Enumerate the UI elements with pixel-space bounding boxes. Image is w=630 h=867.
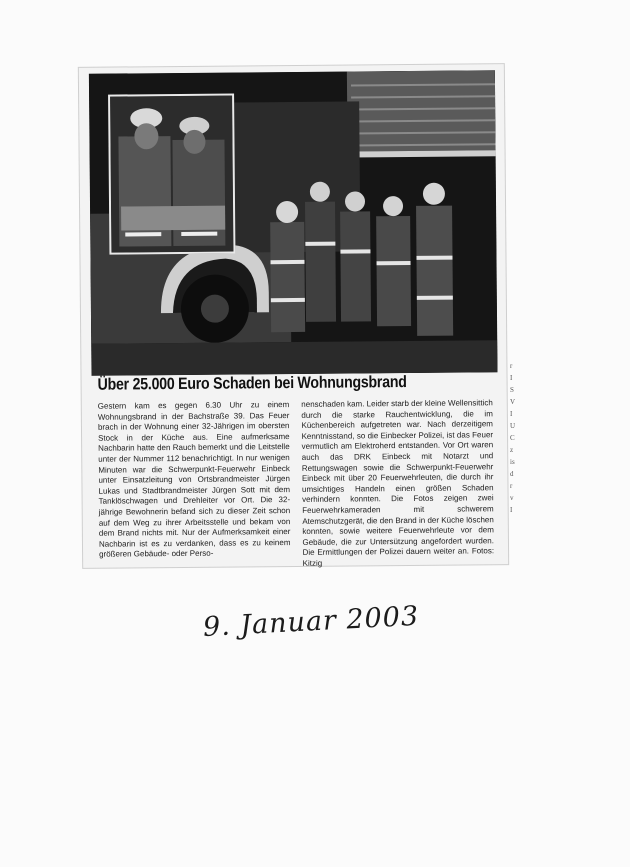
newspaper-clipping — [79, 64, 508, 568]
handwritten-date: 9. Januar 2003 — [202, 600, 420, 643]
photo-credit: Fotos: Kitzig — [302, 546, 495, 568]
edge-fragment: r — [510, 362, 513, 370]
column-1-text: Gestern kam es gegen 6.30 Uhr zu einem Wohnungsbrand in der Bachstraße 39. Das Feuer brach in der Wohnung einer 32-Jährigen im obersten Stock in der Küche aus. Eine aufmerksame Nachbarin hatte den Rauch bemerkt und die Leitstelle unter der Nummer 112 benachrichtigt. In nur wenigen Minuten war die Schwerpunkt-Feuerwehr Einbeck unter Einsatzleitung von Ortsbrandmeister Jürgen Lukas und Stadtbrandmeister Jürgen Sott mit dem Tanklöschwagen und Drehleiter vor Ort. Die 32-jährige Bewohnerin befand sich zu dieser Zeit schon auf dem Weg zu ihrer Arbeitsstelle und bekam von dem Brand nichts mit. Nur der Aufmerksamkeit einer Nachbarin ist es zu verdanken, dass es zu keinem größeren Gebäude- oder Perso- — [97, 400, 291, 560]
edge-fragment: U — [510, 422, 516, 430]
edge-fragment: is — [510, 458, 515, 466]
column-2-text — [301, 398, 494, 569]
adjacent-clipping-edge — [510, 360, 532, 560]
edge-fragment: d — [510, 470, 514, 478]
edge-fragment: V — [510, 398, 516, 406]
article-column-1 — [98, 400, 291, 571]
inset-photo — [108, 94, 235, 255]
article-headline: Über 25.000 Euro Schaden bei Wohnungsbrand — [97, 373, 407, 394]
article-body — [98, 398, 494, 571]
column-2-body: nenschaden kam. Leider starb der kleine Wellensittich durch die starke Rauchentwicklung, die im Küchenbereich aufgetreten war. Nach derzeitigem Kenntnisstand, so die Einbecker Polizei, ist das Feuer vermutlich am Elektroherd entstanden. Vor Ort waren auch das DRK Einbeck mit Notarzt und Rettungswagen sowie die Schwerpunkt-Feuerwehr Einbeck mit über 20 Feuerwehrleuten, die durch ihr umsichtiges Handeln einen größen Schaden verhindern konnten. Die Fotos zeigen zwei Feuerwehrkameraden mit schwerem Atemschutzgerät, die den Brand in der Küche löschen konnten, sowie weitere Feuerwehrleute vor dem Gebäude, die zur Untersützung angefordert wurden. Die Ermittlungen der Polizei dauern weiter an. — [301, 398, 495, 558]
firefighters-photo — [89, 70, 498, 376]
edge-fragment: r — [510, 482, 513, 490]
edge-fragment: S — [510, 386, 514, 394]
article-column-2 — [301, 398, 494, 569]
edge-fragment: I — [510, 410, 513, 418]
edge-fragment: C — [510, 434, 515, 442]
edge-fragment: z — [510, 446, 514, 454]
edge-fragment: I — [510, 374, 513, 382]
edge-fragment: v — [510, 494, 514, 502]
edge-fragment: I — [510, 506, 513, 514]
